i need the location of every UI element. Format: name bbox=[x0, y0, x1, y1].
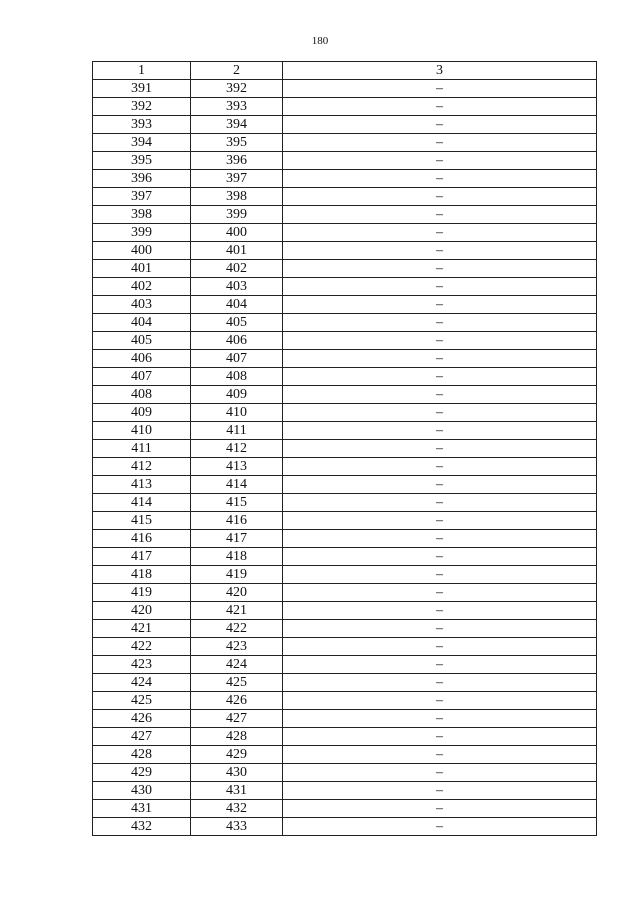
column-header-1: 1 bbox=[93, 62, 191, 80]
table-cell-col-1: 413 bbox=[93, 476, 191, 494]
table-cell-col-2: 428 bbox=[191, 728, 283, 746]
table-cell-col-3: – bbox=[283, 656, 597, 674]
table-row bbox=[93, 206, 597, 224]
table-cell-col-3: – bbox=[283, 764, 597, 782]
table-cell-col-3: – bbox=[283, 422, 597, 440]
table-cell-col-2: 427 bbox=[191, 710, 283, 728]
table-cell-col-2: 417 bbox=[191, 530, 283, 548]
table-cell-col-3: – bbox=[283, 512, 597, 530]
table-cell-col-2: 420 bbox=[191, 584, 283, 602]
table-row bbox=[93, 170, 597, 188]
table-cell-col-3: – bbox=[283, 674, 597, 692]
table-cell-col-1: 415 bbox=[93, 512, 191, 530]
table-cell-col-1: 391 bbox=[93, 80, 191, 98]
table-cell-col-1: 419 bbox=[93, 584, 191, 602]
table-cell-col-3: – bbox=[283, 728, 597, 746]
table-cell-col-2: 425 bbox=[191, 674, 283, 692]
table-cell-col-3: – bbox=[283, 494, 597, 512]
table-cell-col-1: 429 bbox=[93, 764, 191, 782]
table-row bbox=[93, 476, 597, 494]
table-cell-col-1: 408 bbox=[93, 386, 191, 404]
table-cell-col-3: – bbox=[283, 782, 597, 800]
table-cell-col-1: 403 bbox=[93, 296, 191, 314]
column-header-2: 2 bbox=[191, 62, 283, 80]
table-cell-col-2: 433 bbox=[191, 818, 283, 836]
table-row bbox=[93, 638, 597, 656]
table-cell-col-3: – bbox=[283, 242, 597, 260]
table-cell-col-1: 416 bbox=[93, 530, 191, 548]
table-cell-col-3: – bbox=[283, 314, 597, 332]
table-cell-col-3: – bbox=[283, 116, 597, 134]
table-row bbox=[93, 710, 597, 728]
table-cell-col-1: 393 bbox=[93, 116, 191, 134]
table-cell-col-1: 412 bbox=[93, 458, 191, 476]
table-row bbox=[93, 764, 597, 782]
table-cell-col-3: – bbox=[283, 152, 597, 170]
table-cell-col-3: – bbox=[283, 710, 597, 728]
table-row bbox=[93, 80, 597, 98]
table-cell-col-1: 404 bbox=[93, 314, 191, 332]
table-cell-col-2: 416 bbox=[191, 512, 283, 530]
table-cell-col-3: – bbox=[283, 98, 597, 116]
table-cell-col-1: 407 bbox=[93, 368, 191, 386]
table-cell-col-3: – bbox=[283, 530, 597, 548]
data-table bbox=[92, 61, 597, 836]
table-cell-col-1: 426 bbox=[93, 710, 191, 728]
table-row bbox=[93, 782, 597, 800]
table-row bbox=[93, 404, 597, 422]
table-row bbox=[93, 728, 597, 746]
table-cell-col-2: 409 bbox=[191, 386, 283, 404]
table-cell-col-3: – bbox=[283, 368, 597, 386]
table-row bbox=[93, 152, 597, 170]
table-cell-col-2: 421 bbox=[191, 602, 283, 620]
table-cell-col-1: 398 bbox=[93, 206, 191, 224]
table-row bbox=[93, 278, 597, 296]
table-cell-col-1: 414 bbox=[93, 494, 191, 512]
column-header-3: 3 bbox=[283, 62, 597, 80]
table-row bbox=[93, 566, 597, 584]
table-cell-col-2: 418 bbox=[191, 548, 283, 566]
table-row bbox=[93, 98, 597, 116]
table-cell-col-3: – bbox=[283, 134, 597, 152]
table-cell-col-2: 422 bbox=[191, 620, 283, 638]
table-row bbox=[93, 188, 597, 206]
table-cell-col-2: 414 bbox=[191, 476, 283, 494]
table-cell-col-2: 398 bbox=[191, 188, 283, 206]
table-cell-col-1: 396 bbox=[93, 170, 191, 188]
table-cell-col-2: 415 bbox=[191, 494, 283, 512]
table-row bbox=[93, 116, 597, 134]
table-cell-col-2: 429 bbox=[191, 746, 283, 764]
table-cell-col-1: 430 bbox=[93, 782, 191, 800]
table-cell-col-1: 424 bbox=[93, 674, 191, 692]
table-cell-col-1: 392 bbox=[93, 98, 191, 116]
table-cell-col-3: – bbox=[283, 620, 597, 638]
table-row bbox=[93, 134, 597, 152]
table-cell-col-3: – bbox=[283, 260, 597, 278]
table-row bbox=[93, 656, 597, 674]
table-cell-col-3: – bbox=[283, 800, 597, 818]
table-cell-col-2: 399 bbox=[191, 206, 283, 224]
table-cell-col-1: 405 bbox=[93, 332, 191, 350]
table-cell-col-1: 431 bbox=[93, 800, 191, 818]
table-row bbox=[93, 584, 597, 602]
table-cell-col-3: – bbox=[283, 296, 597, 314]
table-cell-col-3: – bbox=[283, 386, 597, 404]
table-cell-col-3: – bbox=[283, 188, 597, 206]
table-cell-col-2: 412 bbox=[191, 440, 283, 458]
table-row bbox=[93, 620, 597, 638]
table-cell-col-3: – bbox=[283, 206, 597, 224]
table-cell-col-3: – bbox=[283, 692, 597, 710]
table-cell-col-1: 432 bbox=[93, 818, 191, 836]
table-cell-col-2: 397 bbox=[191, 170, 283, 188]
table-cell-col-2: 395 bbox=[191, 134, 283, 152]
table-row bbox=[93, 494, 597, 512]
table-cell-col-2: 423 bbox=[191, 638, 283, 656]
table-cell-col-2: 405 bbox=[191, 314, 283, 332]
table-cell-col-3: – bbox=[283, 476, 597, 494]
table-cell-col-1: 425 bbox=[93, 692, 191, 710]
header-row bbox=[93, 62, 597, 80]
table-row bbox=[93, 512, 597, 530]
table-body bbox=[93, 80, 597, 836]
table-row bbox=[93, 818, 597, 836]
table-cell-col-1: 428 bbox=[93, 746, 191, 764]
table-cell-col-3: – bbox=[283, 170, 597, 188]
table-cell-col-1: 397 bbox=[93, 188, 191, 206]
table-cell-col-3: – bbox=[283, 350, 597, 368]
table-row bbox=[93, 602, 597, 620]
table-cell-col-2: 419 bbox=[191, 566, 283, 584]
table-row bbox=[93, 260, 597, 278]
table-cell-col-1: 417 bbox=[93, 548, 191, 566]
table-cell-col-2: 410 bbox=[191, 404, 283, 422]
table-cell-col-3: – bbox=[283, 332, 597, 350]
table-row bbox=[93, 296, 597, 314]
table-cell-col-2: 392 bbox=[191, 80, 283, 98]
table-cell-col-1: 423 bbox=[93, 656, 191, 674]
table-cell-col-1: 399 bbox=[93, 224, 191, 242]
table-cell-col-2: 396 bbox=[191, 152, 283, 170]
table-cell-col-2: 404 bbox=[191, 296, 283, 314]
table-cell-col-2: 406 bbox=[191, 332, 283, 350]
table-cell-col-1: 401 bbox=[93, 260, 191, 278]
table-cell-col-2: 432 bbox=[191, 800, 283, 818]
table-row bbox=[93, 314, 597, 332]
table-row bbox=[93, 674, 597, 692]
table-cell-col-1: 422 bbox=[93, 638, 191, 656]
table-row bbox=[93, 530, 597, 548]
table-cell-col-1: 409 bbox=[93, 404, 191, 422]
table-cell-col-2: 400 bbox=[191, 224, 283, 242]
table-cell-col-2: 394 bbox=[191, 116, 283, 134]
table-cell-col-3: – bbox=[283, 224, 597, 242]
table-row bbox=[93, 332, 597, 350]
table-cell-col-1: 418 bbox=[93, 566, 191, 584]
table-cell-col-2: 407 bbox=[191, 350, 283, 368]
table-cell-col-3: – bbox=[283, 638, 597, 656]
table-cell-col-2: 393 bbox=[191, 98, 283, 116]
table-cell-col-3: – bbox=[283, 404, 597, 422]
table-cell-col-2: 402 bbox=[191, 260, 283, 278]
table-row bbox=[93, 350, 597, 368]
table-cell-col-2: 408 bbox=[191, 368, 283, 386]
table-cell-col-3: – bbox=[283, 80, 597, 98]
table-cell-col-1: 394 bbox=[93, 134, 191, 152]
table-cell-col-2: 426 bbox=[191, 692, 283, 710]
table-cell-col-3: – bbox=[283, 584, 597, 602]
table-cell-col-1: 402 bbox=[93, 278, 191, 296]
table-cell-col-3: – bbox=[283, 746, 597, 764]
table-cell-col-3: – bbox=[283, 440, 597, 458]
table-cell-col-2: 401 bbox=[191, 242, 283, 260]
table-row bbox=[93, 386, 597, 404]
table-cell-col-1: 395 bbox=[93, 152, 191, 170]
table-row bbox=[93, 242, 597, 260]
table-row bbox=[93, 368, 597, 386]
table-cell-col-2: 431 bbox=[191, 782, 283, 800]
table-row bbox=[93, 548, 597, 566]
table-row bbox=[93, 440, 597, 458]
table-cell-col-3: – bbox=[283, 278, 597, 296]
table-cell-col-2: 430 bbox=[191, 764, 283, 782]
table-cell-col-3: – bbox=[283, 548, 597, 566]
table-cell-col-3: – bbox=[283, 566, 597, 584]
table-row bbox=[93, 224, 597, 242]
table-row bbox=[93, 746, 597, 764]
table-cell-col-1: 410 bbox=[93, 422, 191, 440]
table-cell-col-1: 427 bbox=[93, 728, 191, 746]
table-cell-col-3: – bbox=[283, 458, 597, 476]
table-cell-col-1: 406 bbox=[93, 350, 191, 368]
table-cell-col-1: 421 bbox=[93, 620, 191, 638]
table-cell-col-2: 411 bbox=[191, 422, 283, 440]
table-cell-col-2: 424 bbox=[191, 656, 283, 674]
table-cell-col-3: – bbox=[283, 818, 597, 836]
table-cell-col-3: – bbox=[283, 602, 597, 620]
table-cell-col-1: 411 bbox=[93, 440, 191, 458]
table-header bbox=[93, 62, 597, 80]
table-row bbox=[93, 800, 597, 818]
table-cell-col-2: 413 bbox=[191, 458, 283, 476]
table-cell-col-1: 420 bbox=[93, 602, 191, 620]
table-row bbox=[93, 692, 597, 710]
table-row bbox=[93, 458, 597, 476]
page-number: 180 bbox=[311, 35, 329, 47]
table-cell-col-1: 400 bbox=[93, 242, 191, 260]
table-cell-col-2: 403 bbox=[191, 278, 283, 296]
table-row bbox=[93, 422, 597, 440]
